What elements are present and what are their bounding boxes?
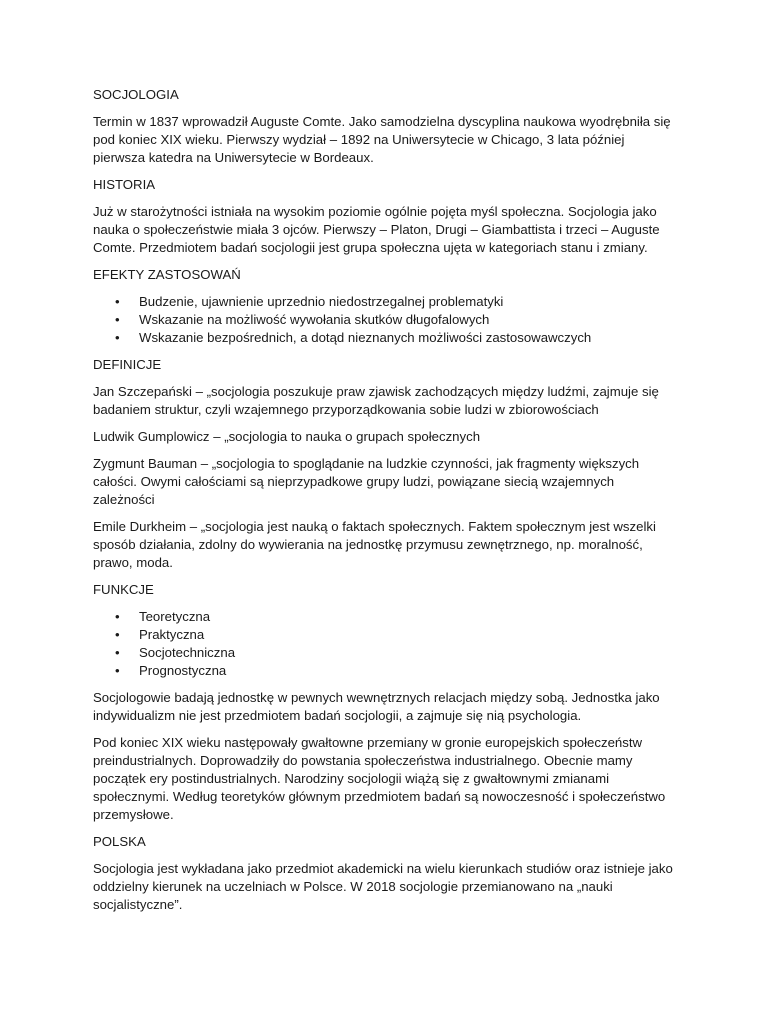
list-item-text: Socjotechniczna [139,645,236,660]
bullet-icon: • [115,294,120,309]
bullet-icon: • [115,312,120,327]
list-item [93,329,678,347]
intro-paragraph: Termin w 1837 wprowadził Auguste Comte. Jako samodzielna dyscyplina naukowa wyodrębniła się pod koniec XIX wieku. Pierwszy wydział – 1892 na Uniwersytecie w Chicago, 3 lata później pierwsza katedra na Uniwersytecie w Bordeaux. [93,114,671,165]
section-heading-efekty: EFEKTY ZASTOSOWAŃ [93,267,241,282]
funkcje-paragraph: Socjologowie badają jednostkę w pewnych wewnętrznych relacjach między sobą. Jednostka jako indywidualizm nie jest przedmiotem badań socjologii, a zajmuje się nią psychologia. [93,690,660,723]
funkcje-paragraph: Pod koniec XIX wieku następowały gwałtowne przemiany w gronie europejskich społeczeństw preindustrialnych. Doprowadziły do powstania społeczeństwa industrialnego. Obecnie mamy początek ery postindustrialnych. Narodziny socjologii wiążą się z gwałtownymi zmianami społecznymi. Według teoretyków głównym przedmiotem badań są nowoczesność i społeczeństwo przemysłowe. [93,735,666,822]
historia-paragraph: Już w starożytności istniała na wysokim poziomie ogólnie pojęta myśl społeczna. Socjologia jako nauka o społeczeństwie miała 3 ojców. Pierwszy – Platon, Drugi – Giambattista i trzeci – Auguste Comte. Przedmiotem badań socjologii jest grupa społeczna ujęta w kategoriach stanu i zmiany. [93,204,660,255]
efekty-list [93,293,678,347]
section-heading-definicje: DEFINICJE [93,357,162,372]
list-item [93,626,678,644]
polska-paragraph: Socjologia jest wykładana jako przedmiot akademicki na wielu kierunkach studiów oraz istnieje jako oddzielny kierunek na uczelniach w Polsce. W 2018 socjologie przemianowano na „nauki socjalistyczne”. [93,861,673,912]
list-item-text: Wskazanie bezpośrednich, a dotąd nieznanych możliwości zastosowawczych [139,330,592,345]
list-item-text: Budzenie, ujawnienie uprzednio niedostrzegalnej problematyki [139,294,504,309]
bullet-icon: • [115,627,120,642]
bullet-icon: • [115,663,120,678]
section-heading-polska: POLSKA [93,834,146,849]
list-item [93,662,678,680]
document-title: SOCJOLOGIA [93,87,179,102]
list-item [93,608,678,626]
list-item [93,311,678,329]
bullet-icon: • [115,330,120,345]
section-heading-historia: HISTORIA [93,177,156,192]
list-item-text: Praktyczna [139,627,205,642]
list-item [93,644,678,662]
funkcje-list [93,608,678,680]
definition-paragraph: Zygmunt Bauman – „socjologia to spoglądanie na ludzkie czynności, jak fragmenty większych całości. Owymi całościami są nieprzypadkowe grupy ludzi, powiązane siecią wzajemnych zależności [93,456,640,507]
list-item [93,293,678,311]
bullet-icon: • [115,645,120,660]
definition-paragraph: Jan Szczepański – „socjologia poszukuje praw zjawisk zachodzących między ludźmi, zajmuje się badaniem struktur, czyli wzajemnego przyporządkowania sobie ludzi w zbiorowościach [93,384,659,417]
definition-paragraph: Emile Durkheim – „socjologia jest nauką o faktach społecznych. Faktem społecznym jest wszelki sposób działania, zdolny do wywierania na jednostkę przymusu zewnętrznego, np. moralność, prawo, moda. [93,519,656,570]
list-item-text: Wskazanie na możliwość wywołania skutków długofalowych [139,312,490,327]
list-item-text: Teoretyczna [139,609,211,624]
section-heading-funkcje: FUNKCJE [93,582,154,597]
bullet-icon: • [115,609,120,624]
definition-paragraph: Ludwik Gumplowicz – „socjologia to nauka o grupach społecznych [93,429,481,444]
list-item-text: Prognostyczna [139,663,227,678]
